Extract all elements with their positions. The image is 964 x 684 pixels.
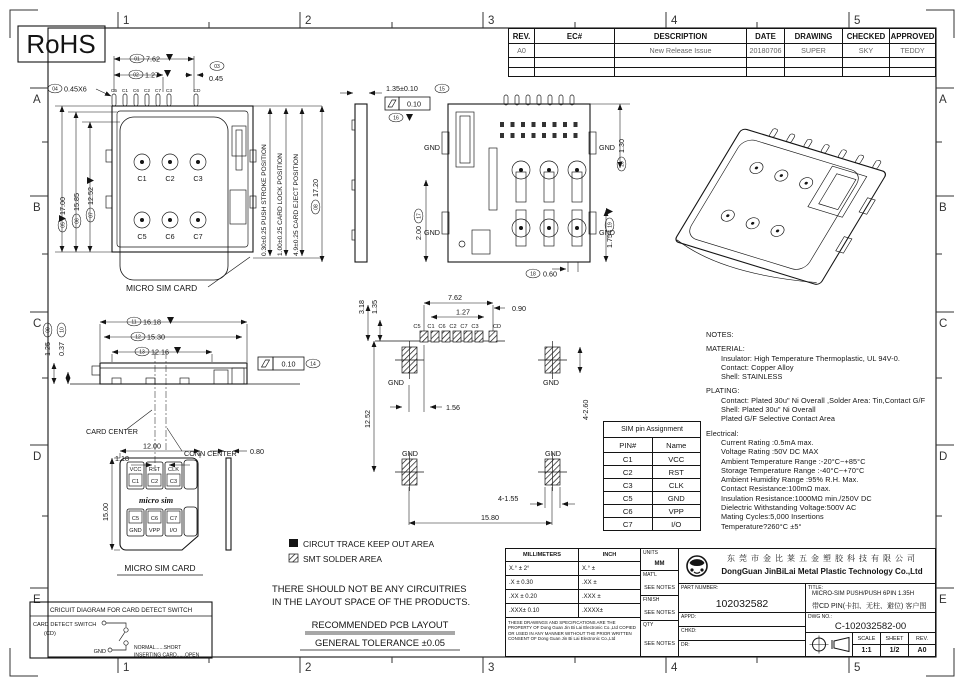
gnd-label: GND (93, 649, 106, 655)
title-block (505, 548, 935, 657)
projection-cell (805, 632, 853, 657)
dim-1.30 (617, 139, 626, 171)
pin-label: C7 (154, 89, 162, 94)
part-number-cell (678, 583, 806, 613)
svg-text:09: 09 (45, 327, 52, 333)
keepout-swatch-icon (289, 539, 298, 547)
contact-slot-rows (500, 122, 578, 138)
zone-col-label: 1 (123, 662, 130, 674)
revision-table (508, 28, 936, 77)
dr-cell (678, 640, 806, 657)
zone-col-label: 3 (488, 15, 495, 27)
contact-label: C5 (137, 232, 147, 241)
circuit-title: CRICUIT DIAGRAM FOR CARD DETECT SWITCH (49, 607, 193, 614)
pin-row: C1 VCC (604, 453, 701, 466)
card-height-dim (101, 503, 110, 521)
svg-text:18: 18 (530, 271, 536, 278)
view-pcb-layout (357, 293, 590, 525)
revision-empty-row (509, 58, 936, 68)
svg-text:3.18: 3.18 (357, 300, 366, 314)
rev-label: REV. (908, 632, 936, 645)
svg-text:08: 08 (313, 204, 320, 210)
revision-header-row (509, 29, 936, 44)
qty-value: SEE NOTES (644, 640, 675, 647)
tol-row-mm: .XXX± 0.10 (505, 603, 579, 618)
dim-15.85 (72, 193, 81, 228)
date-value: 20180706 (747, 44, 785, 58)
sheet-value: 1/2 (880, 644, 909, 657)
pcb-pad-label: C6 (438, 324, 446, 330)
svg-text:14: 14 (310, 361, 316, 368)
svg-text:15.85: 15.85 (72, 193, 81, 211)
micro-sim-card-callout: MICRO SIM CARD (126, 283, 198, 293)
gnd-label: GND (424, 143, 440, 152)
keepout-legend-label: CIRCUT TRACE KEEP OUT AREA (303, 539, 435, 549)
note-line: Current Rating :0.5mA max. (721, 437, 814, 447)
contact-label: C3 (193, 174, 203, 183)
note-line: Shell: Plated 30u" Ni Overall (721, 405, 816, 415)
dim-12.16 (112, 347, 212, 362)
drawing-value: SUPER (785, 44, 843, 58)
zone-row-label: C (33, 318, 42, 330)
note-line: Voltage Rating :50V DC MAX (721, 447, 819, 457)
pcb-dim-1.27: 1.27 (456, 307, 470, 317)
pcb-dim-7.62: 7.62 (448, 293, 462, 302)
rev-value: A0 (908, 644, 936, 657)
units-value: MM (654, 560, 665, 567)
svg-text:4.9±0.25 CARD EJECT POSITION: 4.9±0.25 CARD EJECT POSITION (293, 153, 300, 256)
matl-label: MAT'L (643, 572, 657, 578)
pin-label: C3 (165, 89, 173, 94)
zone-row-label: A (33, 94, 41, 106)
svg-text:0.45: 0.45 (209, 74, 223, 83)
units-cell (640, 548, 679, 571)
svg-text:16: 16 (393, 115, 399, 122)
note-line: Temperature?260°C ±5° (721, 521, 802, 531)
pcb-dim-12.52 (363, 410, 372, 428)
svg-text:17.00: 17.00 (58, 197, 67, 215)
svg-text:01: 01 (134, 56, 140, 63)
pad-name: VPP (148, 528, 161, 534)
pad-pin: C1 (131, 479, 140, 485)
pin-row: C5 GND (604, 492, 701, 505)
pin-label: C1 (121, 89, 129, 94)
pin-row: C3 CLK (604, 479, 701, 492)
pcb-dim-0.90: 0.90 (512, 304, 526, 313)
units-label: UNITS (643, 550, 658, 556)
note-line: Ambient Temperature Range :-20°C~+85°C (721, 456, 866, 466)
svg-text:04: 04 (52, 86, 58, 93)
third-angle-projection-icon (808, 634, 852, 655)
pcb-dim-4-2.60 (581, 400, 590, 420)
ec-col-header: EC# (535, 29, 615, 44)
finish-value: SEE NOTES (644, 610, 675, 616)
svg-text:0.60: 0.60 (543, 269, 557, 279)
svg-text:20: 20 (619, 161, 626, 167)
zone-col-label: 1 (123, 15, 130, 27)
normal-state-label: NORMAL......SHORT (134, 645, 182, 651)
pcb-pad-label: C3 (471, 324, 479, 330)
gnd-label: GND (599, 228, 615, 237)
note-line: Insulation Resistance:1000MΩ min./250V DC (721, 493, 872, 503)
warning-line-2: IN THE LAYOUT SPACE OF THE PRODUCTS. (272, 596, 471, 607)
zone-col-label: 4 (671, 662, 678, 674)
inserting-state-label: INSERTING CARD......OPEN (134, 652, 200, 659)
flatness-callout-16 (385, 97, 430, 122)
svg-text:7.62: 7.62 (146, 54, 160, 64)
zone-col-label: 4 (671, 15, 678, 27)
pad-name: GND (129, 528, 142, 534)
svg-text:17.20: 17.20 (311, 179, 320, 197)
finish-cell (640, 595, 679, 621)
qty-label: QTY (643, 622, 654, 628)
name-col-header: Name (652, 438, 701, 453)
note-card-lock (277, 153, 284, 256)
svg-text:13: 13 (139, 349, 145, 356)
drawing-title-line1: MICRO-SIM PUSH/PUSH 6PIN 1.35H (812, 591, 915, 597)
rohs-label: RoHS (26, 29, 96, 59)
pin-col-header: PIN# (604, 438, 653, 453)
pcb-dim-3.18 (357, 300, 366, 314)
pcb-legend (272, 539, 470, 650)
connector-pins (112, 94, 198, 106)
appd-label: APPD: (681, 614, 697, 620)
rev-value: A0 (509, 44, 535, 58)
notes-heading: NOTES: (706, 330, 734, 339)
svg-text:4-2.60: 4-2.60 (581, 399, 590, 420)
notes-section (706, 330, 962, 531)
svg-text:0.45X6: 0.45X6 (64, 84, 87, 94)
drawing-col-header: DRAWING (785, 29, 843, 44)
view-isometric (670, 120, 896, 294)
pad-name: CLK (168, 467, 179, 473)
part-number-value: 102032582 (715, 598, 769, 610)
zone-row-label: D (33, 451, 42, 463)
svg-text:0.10: 0.10 (407, 99, 421, 109)
tol-row-inch: .XX ± (578, 575, 641, 590)
title-cell (805, 583, 936, 613)
dwg-no-label: DWG NO.: (808, 614, 832, 620)
contact-label: C1 (137, 174, 147, 183)
pcb-dim-1.56: 1.56 (446, 403, 460, 412)
svg-text:17: 17 (416, 213, 423, 219)
svg-text:05: 05 (60, 222, 67, 228)
zone-row-label: E (33, 594, 41, 606)
svg-text:1.27: 1.27 (145, 70, 159, 80)
pcb-pad-label: C1 (427, 324, 435, 330)
rohs-mark (18, 26, 105, 62)
zone-col-label: 2 (305, 15, 312, 27)
dim-12.52 (86, 177, 95, 222)
approved-col-header: APPROVED (890, 29, 936, 44)
electrical-heading: Electrical: (706, 428, 739, 438)
pin-row: C6 VPP (604, 505, 701, 518)
pin-row: C2 RST (604, 466, 701, 479)
drawing-title-line2: 带CD PIN(卡扣、无柱、避位) 客户图 (812, 603, 927, 610)
svg-text:1.30: 1.30 (617, 139, 626, 153)
chkd-cell (678, 626, 806, 641)
tol-row-inch: .XXXX± (578, 603, 641, 618)
svg-text:03: 03 (214, 64, 220, 71)
company-name-cn: 东莞市金比莱五金塑胶科技有限公司 (727, 554, 919, 563)
dim-0.45 (185, 62, 224, 83)
gnd-pad-label: GND (402, 449, 418, 458)
contact-label: C2 (165, 174, 175, 183)
checked-value: SKY (843, 44, 890, 58)
dwg-no-cell (805, 612, 936, 633)
pin-table-title: SIM pin Assignment (604, 422, 701, 438)
zone-row-label: B (939, 202, 947, 214)
part-number-label: PART NUMBER: (681, 585, 719, 591)
plating-heading: PLATING: (706, 386, 740, 396)
zone-col-label: 5 (854, 15, 861, 27)
conn-center-label: CONN CENTER (184, 449, 237, 458)
matl-value: SEE NOTES (644, 585, 675, 591)
pad-pin: C5 (131, 516, 140, 522)
tol-row-mm: .X ± 0.30 (505, 575, 579, 590)
svg-text:0.30±0.25 PUSH STROKE POSITION: 0.30±0.25 PUSH STROKE POSITION (261, 144, 268, 256)
svg-text:0.10: 0.10 (281, 359, 296, 369)
checked-col-header: CHECKED (843, 29, 890, 44)
pcb-pad-label: C7 (460, 324, 468, 330)
contact-label: C6 (165, 232, 175, 241)
svg-text:0.37: 0.37 (57, 342, 66, 356)
revision-empty-row (509, 68, 936, 77)
svg-text:02: 02 (133, 72, 139, 79)
sheet-label: SHEET (880, 632, 909, 645)
pad-pin: C6 (150, 516, 159, 522)
qty-cell (640, 620, 679, 657)
pin-label: C6 (132, 89, 140, 94)
dim-0.37 (57, 323, 66, 356)
view-top (48, 54, 322, 293)
pad-pin: C7 (169, 516, 178, 522)
description-col-header: DESCRIPTION (615, 29, 747, 44)
gnd-pad-label: GND (545, 449, 561, 458)
company-cell (678, 548, 936, 584)
cd-label: (CD) (44, 631, 56, 637)
note-line: Shell: STAINLESS (721, 372, 783, 382)
pad-pin: C3 (169, 479, 178, 485)
svg-text:06: 06 (74, 218, 81, 224)
card-width-dim: 12.00 (143, 441, 161, 451)
smt-legend-label: SMT SOLDER AREA (303, 554, 382, 564)
company-logo-icon (685, 554, 709, 578)
zone-row-label: A (939, 94, 947, 106)
note-line: Contact Resistance:100mΩ max. (721, 484, 831, 494)
zone-col-label: 2 (305, 662, 312, 674)
svg-text:1.00±0.25 CARD LOCK POSITION: 1.00±0.25 CARD LOCK POSITION (277, 153, 284, 256)
svg-text:1.75: 1.75 (605, 234, 614, 248)
svg-text:12: 12 (135, 334, 141, 341)
svg-text:15.30: 15.30 (147, 332, 165, 342)
svg-text:19: 19 (607, 222, 614, 228)
zone-row-label: B (33, 202, 41, 214)
zone-row-label: C (939, 318, 948, 330)
dim-1.35 (340, 84, 449, 93)
dim-15.30 (104, 332, 242, 341)
pin-label: C2 (143, 89, 151, 94)
pad-name: RST (148, 467, 161, 473)
zone-col-label: 3 (488, 662, 495, 674)
svg-text:1.35±0.10: 1.35±0.10 (386, 84, 418, 93)
rev-col-header: REV. (509, 29, 535, 44)
title-label: TITLE: (808, 585, 824, 591)
description-value: New Release Issue (615, 44, 747, 58)
view-side (43, 317, 320, 470)
smt-swatch-icon (289, 554, 298, 562)
pcb-pad-label: CD (492, 324, 502, 330)
pad-name: VCC (129, 467, 142, 473)
dim-17.00 (58, 197, 67, 232)
tol-row-mm: X.° ± 2° (505, 561, 579, 576)
tol-header-inch: INCH (578, 548, 641, 562)
dwg-no-value: C-102032582-00 (834, 621, 907, 632)
appd-cell (678, 612, 806, 627)
svg-text:11: 11 (131, 319, 137, 326)
tol-row-inch: X.° ± (578, 561, 641, 576)
cd-switch-circuit (30, 602, 212, 659)
finish-label: FINISH (643, 597, 660, 603)
note-line: Mating Cycles:5,000 Insertions (721, 512, 824, 522)
contact-label: C7 (193, 232, 203, 241)
matl-cell (640, 570, 679, 596)
tol-row-mm: .XX ± 0.20 (505, 589, 579, 604)
note-line: Contact: Copper Alloy (721, 362, 794, 372)
micro-sim-card-title: MICRO SIM CARD (124, 563, 196, 573)
note-card-eject (293, 154, 300, 256)
note-line: Storage Temperature Range :-40°C~+70°C (721, 465, 865, 475)
zone-col-label: 5 (854, 662, 861, 674)
material-heading: MATERIAL: (706, 344, 745, 354)
contact-pads (134, 154, 206, 228)
card-center-label: CARD CENTER (86, 427, 138, 436)
zone-row-label: E (939, 594, 947, 606)
scale-value: 1:1 (852, 644, 881, 657)
chkd-label: CHKD: (681, 628, 697, 634)
note-line: Plated G/F Selective Contact Area (721, 414, 836, 424)
svg-text:15.00: 15.00 (101, 503, 110, 521)
pad-name: I/O (169, 528, 178, 534)
dr-label: DR: (681, 642, 690, 648)
company-name-en: DongGuan JinBiLai Metal Plastic Technology Co.,Ltd (721, 567, 923, 576)
dim-0.60 (526, 262, 578, 279)
zone-row-label: D (939, 451, 948, 463)
svg-text:2.00: 2.00 (414, 226, 423, 240)
date-col-header: DATE (747, 29, 785, 44)
dim-16.18 (100, 317, 247, 362)
pad-pin: C2 (150, 479, 159, 485)
svg-text:1.25: 1.25 (43, 342, 52, 356)
sim-pin-table (603, 421, 701, 531)
pin-label: CD (193, 89, 201, 94)
svg-text:12.52: 12.52 (363, 410, 372, 428)
approved-value: TEDDY (890, 44, 936, 58)
micro-sim-brand: micro sim (139, 496, 174, 505)
note-line: Dielectric Withstanding Voltage:500V AC (721, 503, 857, 513)
warning-line-1: THERE SHOULD NOT BE ANY CIRCUITRIES (272, 583, 467, 594)
general-tolerance-label: GENERAL TOLERANCE ±0.05 (314, 637, 446, 648)
gnd-pad-label: GND (388, 378, 404, 387)
svg-text:12.52: 12.52 (86, 187, 95, 205)
note-line: Ambient Humidity Range :95% R.H. Max. (721, 475, 859, 485)
pcb-pad-label: C5 (413, 324, 421, 330)
pcb-dim-1.35 (370, 300, 379, 314)
svg-text:16.18: 16.18 (143, 317, 161, 327)
svg-text:1.35: 1.35 (370, 300, 379, 314)
pin-label: C5 (110, 89, 118, 94)
note-push-stroke (261, 144, 268, 256)
gnd-label: GND (424, 228, 440, 237)
pcb-gnd-pads (395, 341, 567, 491)
tol-header-mm: MILLIMETERS (505, 548, 579, 562)
property-notice: THESE DRAWINGS AND SPECIFICATIONS ARE THE PROPERTY OF Dong Guan Jin Bi Lai Electronic Co.,Ltd COPIED OR USED IN ANY MANNER WITHOUT THE PRIOR WRITTEN CONSENT OF Dong Guan Jin Bi Lai Electronic Co.,Ltd (505, 617, 641, 657)
note-line: Contact: Plated 30u" Ni Overall ,Solder Area: Tin,Contact G/F (721, 395, 926, 405)
svg-text:15: 15 (439, 86, 445, 93)
card-thickness-dim: 0.80 (250, 447, 264, 456)
dim-17.20 (311, 179, 320, 214)
scale-label: SCALE (852, 632, 881, 645)
flatness-callout (258, 357, 320, 370)
pcb-layout-title: RECOMMENDED PCB LAYOUT (311, 619, 449, 630)
card-detect-switch-label: CARD DETECT SWITCH (33, 622, 97, 628)
ec-value (535, 44, 615, 58)
svg-text:07: 07 (88, 212, 95, 218)
revision-row (509, 44, 936, 58)
svg-text:10: 10 (59, 327, 66, 333)
gnd-label: GND (599, 143, 615, 152)
pcb-pad-label: C2 (449, 324, 457, 330)
view-bottom (340, 84, 630, 279)
pcb-dim-4-1.55: 4-1.55 (498, 494, 519, 503)
pin-row: C7 I/O (604, 518, 701, 531)
dim-0.45x6 (48, 84, 111, 96)
note-line: Insulator: High Temperature Thermoplastic, UL 94V-0. (721, 353, 901, 363)
pcb-dim-15.80: 15.80 (481, 513, 499, 522)
offset-dim: 1.18 (115, 454, 129, 463)
tol-row-inch: .XXX ± (578, 589, 641, 604)
pcb-signal-pads (420, 331, 497, 342)
svg-text:12.16: 12.16 (151, 347, 169, 357)
gnd-pad-label: GND (543, 378, 559, 387)
dim-2.00 (414, 209, 423, 240)
